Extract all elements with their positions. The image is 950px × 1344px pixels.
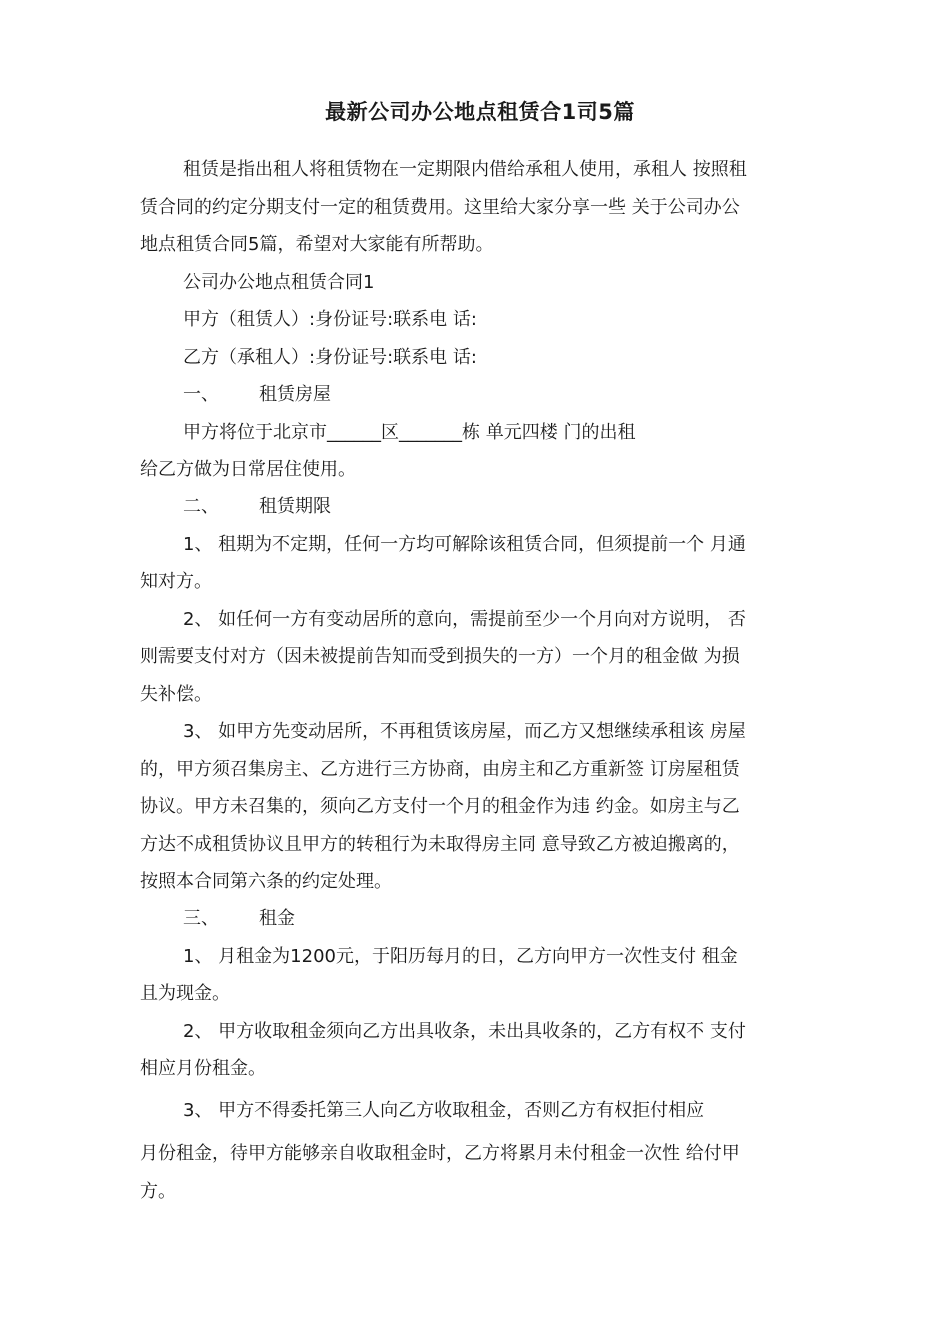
section-heading: 公司办公地点租赁合同1 — [183, 272, 375, 293]
clause-title: 租赁房屋 — [259, 384, 331, 405]
clause-title: 租金 — [259, 908, 295, 929]
text-line: 3、 如甲方先变动居所，不再租赁该房屋，而乙方又想继续承租该 房屋 — [183, 721, 746, 742]
text-line: 且为现金。 — [140, 983, 230, 1004]
text-line: 知对方。 — [140, 571, 212, 592]
text-line: 甲方（租赁人）:身份证号:联系电 话: — [183, 309, 477, 330]
text-line: 给乙方做为日常居住使用。 — [140, 459, 356, 480]
clause-heading — [183, 494, 331, 520]
text-line: 2、 甲方收取租金须向乙方出具收条，未出具收条的，乙方有权不 支付 — [183, 1021, 746, 1042]
text-line: 赁合同的约定分期支付一定的租赁费用。这里给大家分享一些 关于公司办公 — [140, 197, 740, 218]
clause-title: 租赁期限 — [259, 496, 331, 517]
text-line: 1、 月租金为1200元，于阳历每月的日，乙方向甲方一次性支付 租金 — [183, 946, 738, 967]
text-line: 3、 甲方不得委托第三人向乙方收取租金，否则乙方有权拒付相应 — [183, 1100, 705, 1121]
text-line: 按照本合同第六条的约定处理。 — [140, 871, 392, 892]
clause-number: 二、 — [183, 496, 219, 517]
document-title: 最新公司办公地点租赁合1司5篇 — [325, 100, 635, 124]
text-line: 方。 — [140, 1181, 176, 1202]
text-line: 月份租金，待甲方能够亲自收取租金时，乙方将累月未付租金一次性 给付甲 — [140, 1143, 740, 1164]
text-line: 乙方（承租人）:身份证号:联系电 话: — [183, 347, 477, 368]
text-line: 相应月份租金。 — [140, 1058, 266, 1079]
clause-number: 三、 — [183, 908, 219, 929]
text-line: 地点租赁合同5篇，希望对大家能有所帮助。 — [140, 234, 494, 255]
clause-heading — [183, 906, 295, 932]
text-line: 的，甲方须召集房主、乙方进行三方协商，由房主和乙方重新签 订房屋租赁 — [140, 759, 740, 780]
clause-number: 一、 — [183, 384, 219, 405]
text-line: 失补偿。 — [140, 684, 212, 705]
text-line: 则需要支付对方（因未被提前告知而受到损失的一方）一个月的租金做 为损 — [140, 646, 740, 667]
text-line: 2、 如任何一方有变动居所的意向，需提前至少一个月向对方说明， 否 — [183, 609, 746, 630]
text-line: 1、 租期为不定期，任何一方均可解除该租赁合同，但须提前一个 月通 — [183, 534, 746, 555]
text-line: 租赁是指出租人将租赁物在一定期限内借给承租人使用，承租人 按照租 — [183, 159, 747, 180]
text-line: 甲方将位于北京市______区_______栋 单元四楼 门的出租 — [183, 422, 636, 443]
text-line: 协议。甲方未召集的，须向乙方支付一个月的租金作为违 约金。如房主与乙 — [140, 796, 740, 817]
clause-heading — [183, 382, 331, 408]
text-line: 方达不成租赁协议且甲方的转租行为未取得房主同 意导致乙方被迫搬离的， — [140, 834, 740, 855]
